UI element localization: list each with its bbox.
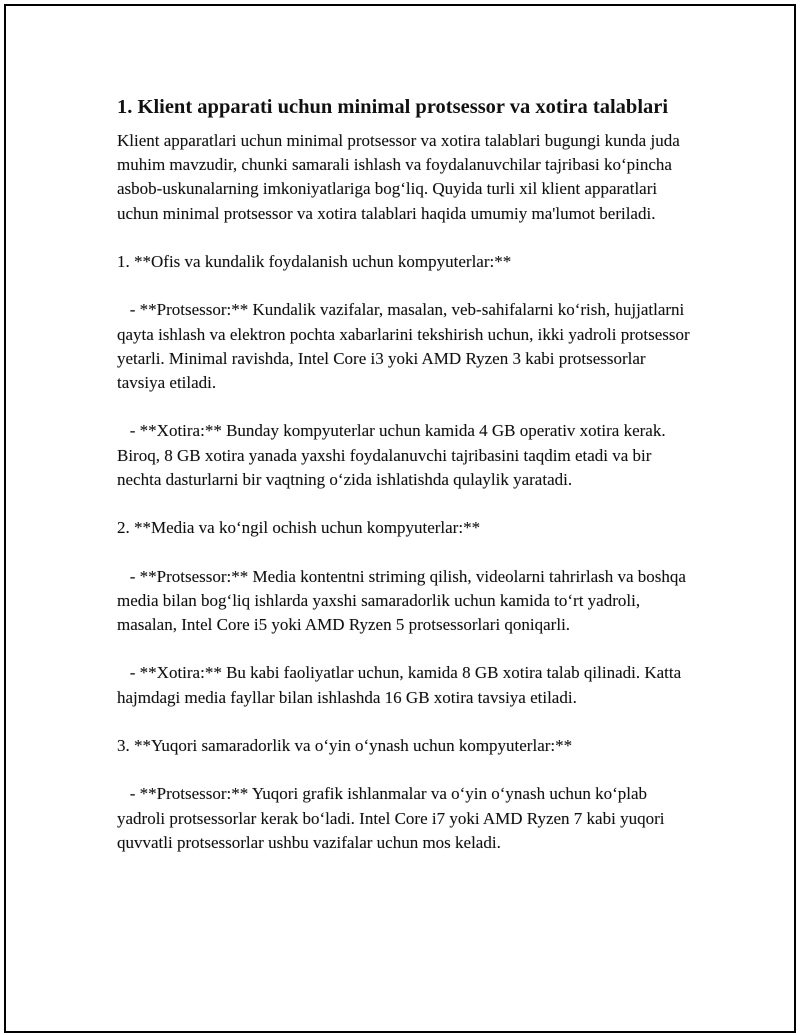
document-body bbox=[117, 93, 694, 855]
performance-processor-paragraph: - **Protsessor:** Yuqori grafik ishlanmalar va o‘yin o‘ynash uchun ko‘plab yadroli protsessorlar kerak bo‘ladi. Intel Core i7 yoki AMD Ryzen 7 kabi yuqori quvvatli protsessorlar ushbu vazifalar uchun mos keladi. bbox=[117, 784, 669, 852]
intro-paragraph: Klient apparatlari uchun minimal protsessor va xotira talablari bugungi kunda juda muhim mavzudir, chunki samarali ishlash va foydalanuvchilar tajribasi ko‘pincha asbob-uskunalarning imkoniyatlariga bog‘liq. Quyida turli xil klient apparatlari uchun minimal protsessor va xotira talablari haqida umumiy ma'lumot beriladi. bbox=[117, 131, 680, 223]
office-memory-paragraph: - **Xotira:** Bunday kompyuterlar uchun kamida 4 GB operativ xotira kerak. Biroq, 8 GB xotira yanada yaxshi foydalanuvchi tajribasini taqdim etadi va bir nechta dasturlarni bir vaqtning o‘zida ishlatishda qulaylik yaratadi. bbox=[117, 421, 670, 489]
media-memory-paragraph: - **Xotira:** Bu kabi faoliyatlar uchun, kamida 8 GB xotira talab qilinadi. Katta hajmdagi media fayllar bilan ishlashda 16 GB xotira tavsiya etiladi. bbox=[117, 663, 686, 707]
section-heading-performance: 3. **Yuqori samaradorlik va o‘yin o‘ynash uchun kompyuterlar:** bbox=[117, 735, 573, 755]
office-processor-paragraph: - **Protsessor:** Kundalik vazifalar, masalan, veb-sahifalarni ko‘rish, hujjatlarni qayta ishlash va elektron pochta xabarlarini tekshirish uchun, ikki yadroli protsessor yetarli. Minimal ravishda, Intel Core i3 yoki AMD Ryzen 3 kabi protsessorlar tavsiya etiladi. bbox=[117, 300, 694, 392]
section-heading-office: 1. **Ofis va kundalik foydalanish uchun kompyuterlar:** bbox=[117, 252, 512, 271]
document-title: 1. Klient apparati uchun minimal protsessor va xotira talablari bbox=[117, 96, 669, 118]
section-heading-media: 2. **Media va ko‘ngil ochish uchun kompyuterlar:** bbox=[117, 518, 481, 538]
media-processor-paragraph: - **Protsessor:** Media kontentni striming qilish, videolarni tahrirlash va boshqa media bilan bog‘liq ishlarda yaxshi samaradorlik uchun kamida to‘rt yadroli, masalan, Intel Core i5 yoki AMD Ryzen 5 protsessorlari qoniqarli. bbox=[117, 566, 691, 634]
